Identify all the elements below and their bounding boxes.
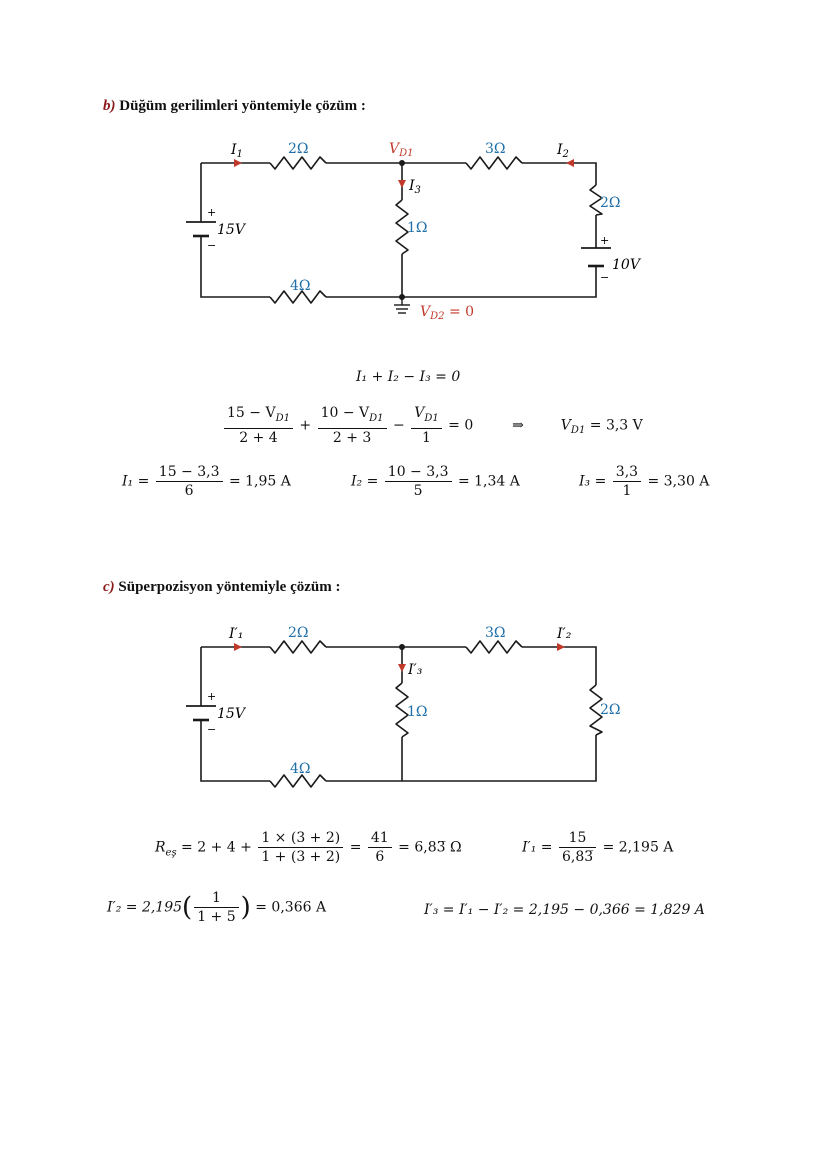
section-c-letter: c)	[103, 579, 115, 595]
label-r-top-right-c: 3Ω	[485, 625, 506, 641]
eq-node-voltage: $\frac{15 - V_{D1}}{2 + 4}$ + $\frac{10 - V_{D1}}{2 + 3}$ − $\frac{V_{D1}}{1}$ = 0 ⇒ $V_{D1} = 3,3$ V	[222, 404, 643, 447]
label-r-bottom-c: 4Ω	[290, 761, 311, 777]
label-v-right: 10V	[612, 257, 640, 273]
resistor-3ohm-top-right-c	[466, 641, 522, 653]
label-r-top-left: 2Ω	[288, 141, 309, 157]
arrow-i3p-icon	[398, 664, 406, 672]
eq-kcl: I₁ + I₂ − I₃ = 0	[356, 369, 461, 385]
label-r-top-left-c: 2Ω	[288, 625, 309, 641]
eq-node-frac1: $\frac{15 - V_{D1}}{2 + 4}$	[224, 404, 293, 447]
label-r-bottom: 4Ω	[290, 278, 311, 294]
node-dot-c	[399, 644, 405, 650]
label-i2p: I′₂	[557, 626, 572, 642]
eq-i3p: I′₃ = I′₁ − I′₂ = 2,195 − 0,366 = 1,829 A	[424, 902, 705, 918]
eq-req: $R_{eş} = 2 + 4$ + $\frac{1 \times (3 + 2)}{1 + (3 + 2)}$ = $\frac{41}{6}$ = 6,83̅ Ω	[155, 830, 462, 865]
section-b-letter: b)	[103, 98, 116, 114]
arrow-i1p-icon	[234, 643, 242, 651]
label-v-left-plus: +	[207, 206, 217, 219]
label-v-right-plus: +	[600, 234, 610, 247]
label-v-right-minus: −	[600, 271, 610, 284]
label-i1p: I′₁	[229, 626, 244, 642]
label-vd1: $V_{D1}$	[389, 141, 414, 159]
label-r-right: 2Ω	[600, 195, 621, 211]
label-v-left: 15V	[217, 222, 245, 238]
section-c-title-text: Süperpozisyon yöntemiyle çözüm :	[118, 579, 341, 595]
eq-i2: I₂ = $\frac{10 - 3,3}{5}$ = 1,34 A	[351, 464, 520, 499]
label-i3p: I′₃	[408, 662, 423, 678]
label-i3: $I_3$	[409, 178, 421, 196]
label-i2: $I_2$	[557, 142, 569, 160]
section-b-title-text: Düğüm gerilimleri yöntemiyle çözüm :	[119, 98, 366, 114]
label-r-mid: 1Ω	[407, 220, 428, 236]
eq-i1p: I′₁ = $\frac{15}{6,83̅}$ = 2,195 A	[522, 830, 674, 865]
eq-i2p: I′₂ = 2,195( $\frac{1}{1 + 5}$ ) = 0,366 A	[107, 890, 327, 925]
eq-i3: I₃ = $\frac{3,3}{1}$ = 3,30 A	[579, 464, 710, 499]
label-v-left-minus-c: −	[207, 723, 217, 736]
label-v-left-plus-c: +	[207, 690, 217, 703]
implies-symbol: ⇒	[512, 417, 524, 434]
eq-node-frac3: $\frac{V_{D1}}{1}$	[411, 404, 442, 447]
label-v-left-c: 15V	[217, 706, 245, 722]
eq-node-frac2: $\frac{10 - V_{D1}}{2 + 3}$	[318, 404, 387, 447]
label-vd2: $V_{D2} = 0$	[420, 304, 475, 322]
label-v-left-minus: −	[207, 239, 217, 252]
label-r-mid-c: 1Ω	[407, 704, 428, 720]
label-i1: $I_1$	[231, 142, 243, 160]
arrow-i2p-icon	[557, 643, 565, 651]
label-r-top-right: 3Ω	[485, 141, 506, 157]
label-r-right-c: 2Ω	[600, 702, 621, 718]
resistor-2ohm-top-left-c	[270, 641, 326, 653]
eq-i1: I₁ = $\frac{15 - 3,3}{6}$ = 1,95 A	[122, 464, 291, 499]
